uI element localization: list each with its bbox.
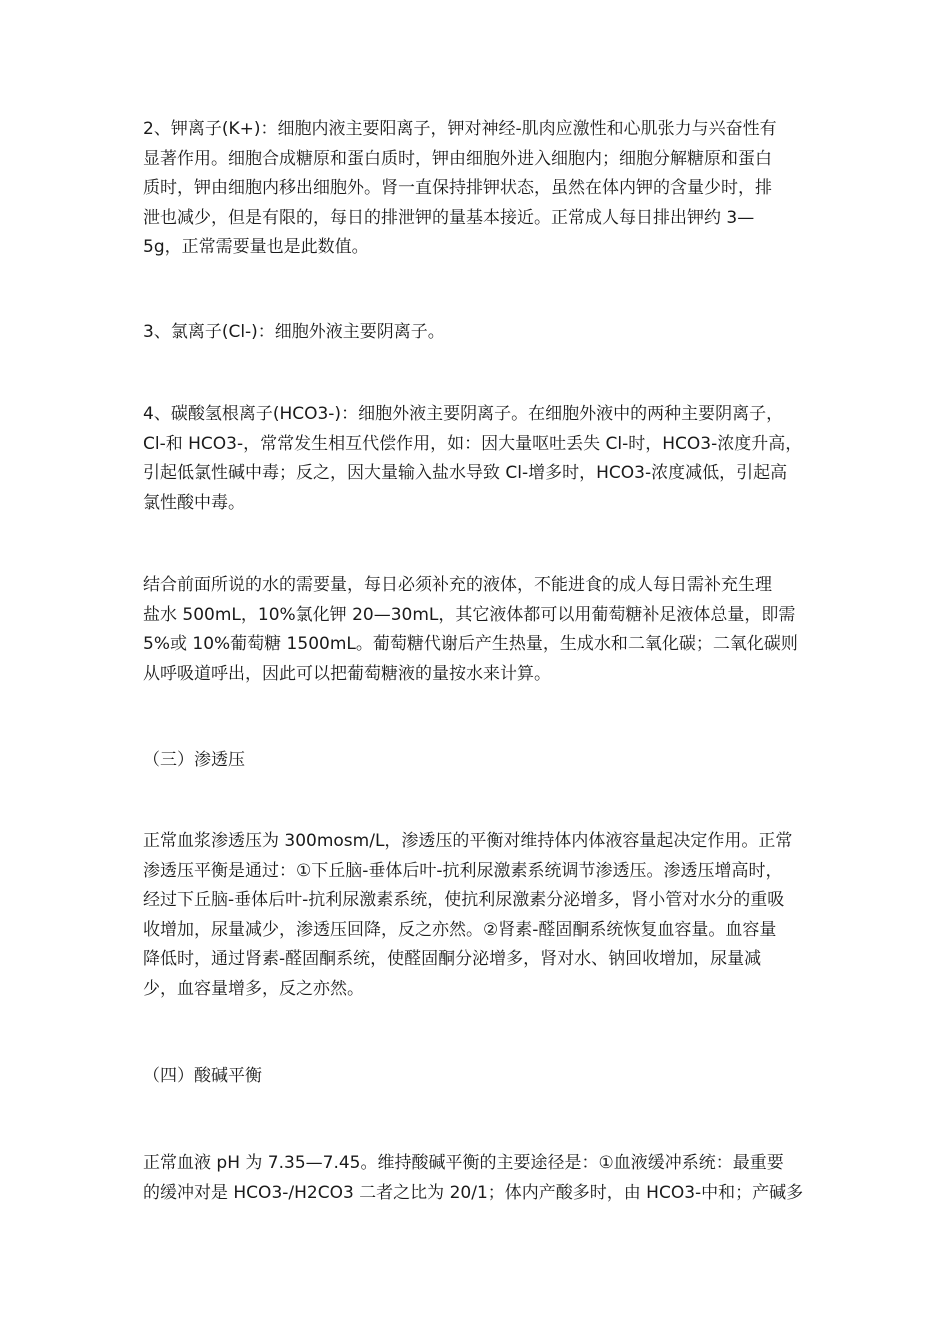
text-line: 收增加，尿量减少，渗透压回降，反之亦然。②肾素-醛固酮系统恢复血容量。血容量 <box>143 919 777 940</box>
text-line: 结合前面所说的水的需要量，每日必须补充的液体，不能进食的成人每日需补充生理 <box>143 575 772 595</box>
text-line: 氯性酸中毒。 <box>143 492 245 513</box>
text-line: 5g，正常需要量也是此数值。 <box>143 237 369 257</box>
text-line: 质时，钾由细胞内移出细胞外。肾一直保持排钾状态，虽然在体内钾的含量少时，排 <box>143 178 772 198</box>
heading-acid-base-balance <box>143 1062 811 1092</box>
paragraph-potassium <box>143 115 811 263</box>
section-heading: （三）渗透压 <box>143 750 245 770</box>
text-line: 降低时，通过肾素-醛固酮系统，使醛固酮分泌增多，肾对水、钠回收增加，尿量减 <box>143 949 762 969</box>
text-line: 4、碳酸氢根离子(HCO3-)：细胞外液主要阴离子。在细胞外液中的两种主要阴离子， <box>143 404 784 424</box>
text-line: 渗透压平衡是通过：①下丘脑-垂体后叶-抗利尿激素系统调节渗透压。渗透压增高时， <box>143 860 783 881</box>
text-line: 显著作用。细胞合成糖原和蛋白质时，钾由细胞外进入细胞内；细胞分解糖原和蛋白 <box>143 148 772 169</box>
text-line: 少，血容量增多，反之亦然。 <box>143 978 364 999</box>
text-line: 3、氯离子(Cl-)：细胞外液主要阴离子。 <box>143 322 445 342</box>
text-line: Cl-和 HCO3-，常常发生相互代偿作用，如：因大量呕吐丢失 Cl-时，HCO3-浓度升高， <box>143 433 803 454</box>
text-line: 正常血液 pH 为 7.35—7.45。维持酸碱平衡的主要途径是：①血液缓冲系统：最重要 <box>143 1153 784 1173</box>
text-line: 的缓冲对是 HCO3-/H2CO3 二者之比为 20/1；体内产酸多时，由 HCO3-中和；产碱多 <box>143 1182 804 1203</box>
heading-osmotic-pressure <box>143 746 811 776</box>
text-line: 5%或 10%葡萄糖 1500mL。葡萄糖代谢后产生热量，生成水和二氧化碳；二氧化碳则 <box>143 634 798 654</box>
paragraph-fluid-supplement <box>143 571 811 689</box>
text-line: 从呼吸道呼出，因此可以把葡萄糖液的量按水来计算。 <box>143 663 551 684</box>
paragraph-chloride <box>143 318 811 348</box>
paragraph-bicarbonate <box>143 400 811 518</box>
text-line: 经过下丘脑-垂体后叶-抗利尿激素系统，使抗利尿激素分泌增多，肾小管对水分的重吸 <box>143 890 785 910</box>
text-line: 正常血浆渗透压为 300mosm/L，渗透压的平衡对维持体内体液容量起决定作用。正常 <box>143 831 793 851</box>
paragraph-osmotic-pressure <box>143 827 811 1004</box>
text-line: 2、钾离子(K+)：细胞内液主要阳离子，钾对神经-肌肉应激性和心肌张力与兴奋性有 <box>143 119 777 139</box>
text-line: 引起低氯性碱中毒；反之，因大量输入盐水导致 Cl-增多时，HCO3-浓度减低，引起高 <box>143 463 788 483</box>
text-line: 泄也减少，但是有限的，每日的排泄钾的量基本接近。正常成人每日排出钾约 3— <box>143 207 755 228</box>
section-heading: （四）酸碱平衡 <box>143 1066 262 1086</box>
text-line: 盐水 500mL，10%氯化钾 20—30mL，其它液体都可以用葡萄糖补足液体总量，即需 <box>143 604 796 625</box>
paragraph-acid-base <box>143 1149 811 1208</box>
